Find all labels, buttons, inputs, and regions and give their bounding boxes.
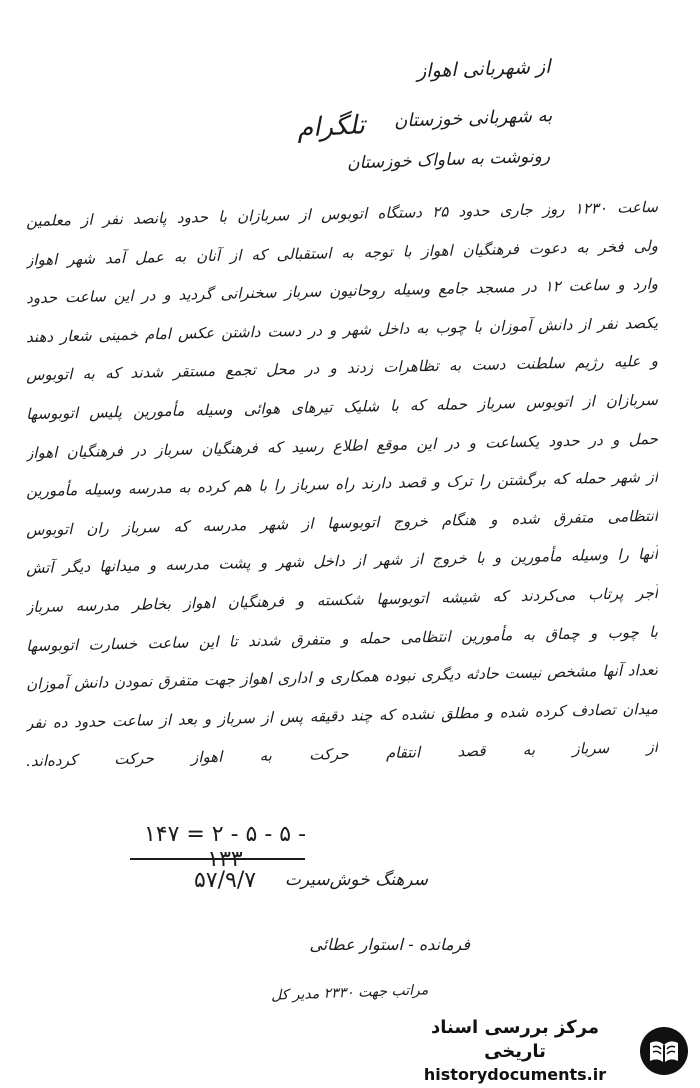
watermark-url: historydocuments.ir bbox=[423, 1065, 607, 1084]
address-line-2: به شهربانی خوزستان bbox=[393, 105, 553, 132]
watermark-logo bbox=[390, 1017, 690, 1084]
body-line: و علیه رژیم سلطنت دست به تظاهرات زدند و در محل تجمع مستقر شدند که به اتوبوس bbox=[25, 352, 659, 385]
body-line: یکصد نفر از دانش آموزان با چوب به داخل شهر و در دست داشتن عکس امام خمینی شعار دهند bbox=[25, 313, 659, 346]
body-line: میدان تصادف کرده شده و مطلق نشده که چند دقیقه پس از سرباز و بعد از ساعت حدود ده نفر bbox=[25, 699, 659, 732]
signature: سرهنگ خوش‌سیرت bbox=[284, 870, 428, 890]
calculation-divider bbox=[130, 858, 305, 860]
watermark-title: مرکز بررسی اسناد تاریخی bbox=[431, 1017, 599, 1062]
body-line: تعداد آنها مشخص نیست حادثه دیگری نبوده همکاری و اداری اهواز جهت متفرق نمودن دانش آموزان bbox=[25, 660, 659, 694]
address-line-3: رونوشت به ساواک خوزستان bbox=[346, 146, 551, 174]
body-line: سربازان از اتوبوس سرباز حمله که با شلیک تیرهای هوائی وسیله مأمورین پلیس اتوبوسها bbox=[25, 390, 659, 424]
archive-date-number: ۵۷/۹/۷ bbox=[193, 868, 257, 893]
body-line: وارد و ساعت ۱۲ در مسجد جامع وسیله روحانیون سرباز سخنرانی گردید و در این ساعت حدود bbox=[25, 275, 659, 308]
document-title: تلگرام bbox=[296, 110, 366, 144]
body-line: ساعت ۱۲۳۰ روز جاری حدود ۲۵ دستگاه اتوبوس از سربازان با حدود پانصد نفر از معلمین bbox=[25, 197, 659, 231]
book-seal-icon bbox=[638, 1025, 690, 1077]
body-line: انتظامی متفرق شده و هنگام خروج اتوبوسها از شهر مدرسه که سرباز ران اتوبوس bbox=[25, 506, 659, 539]
body-line: آنها را وسیله مأمورین و با خروج از شهر از داخل شهر و پشت مدرسه و میدانها دیگر آتش bbox=[25, 545, 659, 578]
copy-note: مراتب جهت ۲۳۳۰ مدیر کل bbox=[270, 982, 429, 1004]
body-line: با چوب و چماق به مأمورین انتظامی حمله و متفرق شدند تا این ساعت خسارت اتوبوسها bbox=[25, 622, 659, 655]
archive-calculation: ۱۴۷ = ۲ - ۵ - ۵ - ۱۳۳ bbox=[143, 822, 307, 872]
body-line: از سرباز به قصد انتقام حرکت به اهواز حرکت کرده‌اند. bbox=[25, 738, 659, 771]
watermark-text bbox=[400, 1016, 638, 1086]
body-line: آجر پرتاب می‌کردند که شیشه اتوبوسها شکسته و فرهنگیان اهواز بخاطر مدرسه سرباز bbox=[25, 583, 659, 617]
body-line: از شهر حمله که برگشتن را ترک و قصد دارند راه سرباز را با هم کرده به مدرسه وسیله مأمورین bbox=[25, 467, 659, 501]
address-line-1: از شهربانی اهواز bbox=[416, 55, 551, 83]
body-line: ولی فخر به دعوت فرهنگیان اهواز با توجه به استقبالی که از آنان به عمل آمد شهر اهواز bbox=[25, 236, 659, 269]
commander-line: فرمانده - استوار عطائی bbox=[309, 935, 470, 954]
body-line: حمل و در حدود یکساعت و در این موقع اطلاع رسید که فرهنگیان سرباز در فرهنگیان اهواز bbox=[25, 429, 659, 462]
letter-body bbox=[26, 195, 658, 774]
